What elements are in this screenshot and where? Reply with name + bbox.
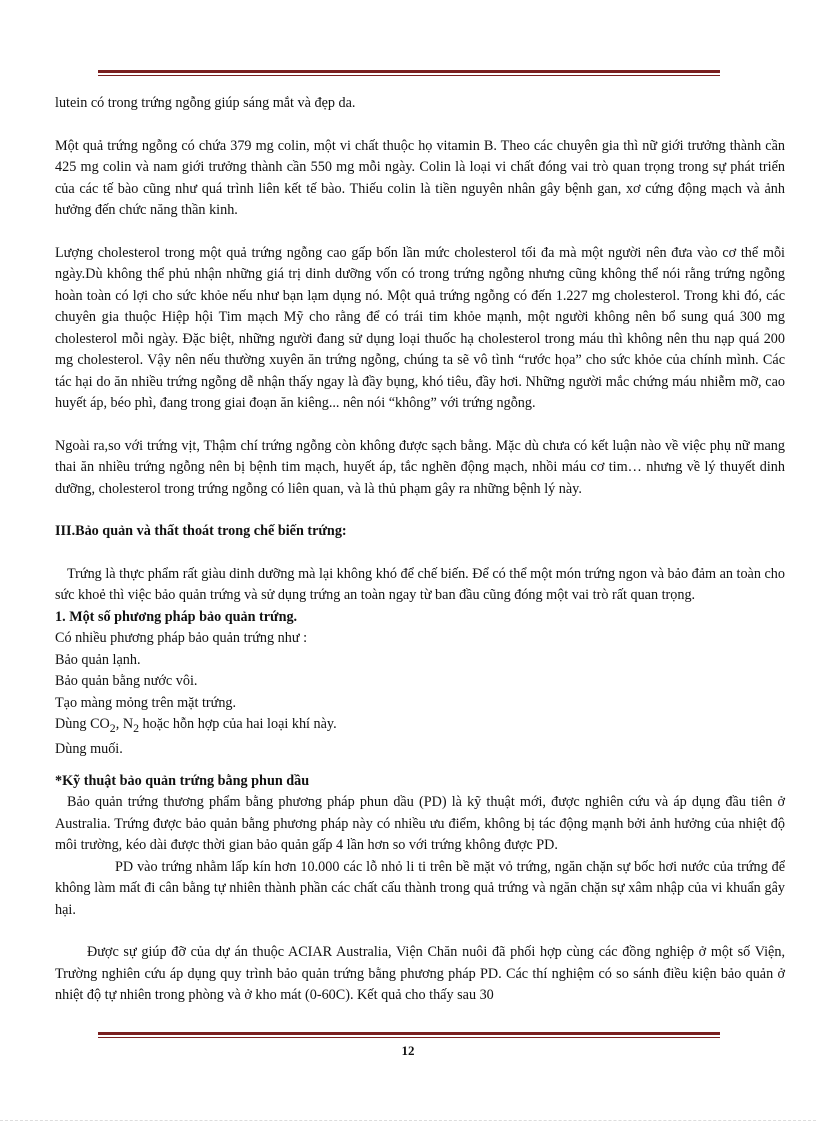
paragraph: PD vào trứng nhằm lấp kín hơn 10.000 các lỗ nhỏ li ti trên bề mặt vỏ trứng, ngăn chặn sự bốc hơi nước của trứng để không làm mất đi cân bằng tự nhiên thành phần các chất cấu thành trong quả trứng và ngăn chặn sự xâm nhập của vi khuẩn gây hại.: [55, 858, 785, 918]
list-intro: Có nhiều phương pháp bảo quản trứng như :: [55, 630, 308, 646]
paragraph: Bảo quản trứng thương phẩm bằng phương pháp phun dầu (PD) là kỹ thuật mới, được nghiên cứu và áp dụng đầu tiên ở Australia. Trứng được bảo quản bằng phương pháp này có nhiều ưu điểm, không bị tác động mạnh bởi ảnh hưởng của nhiệt độ môi trường, kéo dài được thời gian bảo quản gấp 4 lần hơn so với trứng không được PD.: [55, 794, 785, 854]
footer-rule: [98, 1032, 720, 1038]
paragraph: Ngoài ra,so với trứng vịt, Thậm chí trứng ngỗng còn không được sạch bằng. Mặc dù chưa có kết luận nào về việc phụ nữ mang thai ăn nhiều trứng ngỗng nên bị bệnh tim mạch, huyết áp, tắc nghẽn động mạch, nhồi máu cơ tim… nhưng về lý thuyết dinh dưỡng, cholesterol trong trứng ngỗng có liên quan, và là thủ phạm gây ra những bệnh lý này.: [55, 437, 785, 497]
page-number: 12: [401, 1043, 415, 1058]
method-list: [55, 628, 785, 761]
list-item: Dùng muối.: [55, 741, 123, 758]
paragraph: Lượng cholesterol trong một quả trứng ngỗng cao gấp bốn lần mức cholesterol tối đa mà một người nên đưa vào cơ thể mỗi ngày.Dù không thể phủ nhận những giá trị dinh dưỡng vốn có trong trứng ngỗng nhưng cũng không thể nói rằng trứng ngỗng hoàn toàn có lợi cho sức khỏe nếu như bạn lạm dụng nó. Một quả trứng ngỗng có đến 1.227 mg cholesterol. Trong khi đó, các chuyên gia thuộc Hiệp hội Tim mạch Mỹ cho rằng để có trái tim khỏe mạnh, một người không nên bổ sung quá 300 mg cholesterol mỗi ngày. Đặc biệt, những người đang sử dụng loại thuốc hạ cholesterol trong máu thì không nên thu nạp quá 200 mg cholesterol. Vậy nên nếu thường xuyên ăn trứng ngỗng, chúng ta sẽ vô tình “rước họa” cho sức khỏe của chính mình. Các tác hại do ăn nhiều trứng ngỗng dễ nhận thấy ngay là đầy bụng, khó tiêu, đầy hơi. Những người mắc chứng máu nhiễm mỡ, cao huyết áp, béo phì, đang trong giai đoạn ăn kiêng... nên nói “không” với trứng ngỗng.: [55, 244, 785, 411]
section-heading: III.Bảo quản và thất thoát trong chế biến trứng:: [55, 523, 347, 539]
list-item: Bảo quản bằng nước vôi.: [55, 673, 198, 689]
page-break-line: [0, 1120, 816, 1121]
subsection-heading: *Kỹ thuật bảo quản trứng bằng phun dầu: [55, 772, 310, 789]
paragraph: Được sự giúp đỡ của dự án thuộc ACIAR Australia, Viện Chăn nuôi đã phối hợp cùng các đồng nghiệp ở một số Viện, Trường nghiên cứu áp dụng quy trình bảo quản trứng bằng phương pháp PD. Các thí nghiệm có so sánh điều kiện bảo quản ở nhiệt độ tự nhiên trong phòng và ở kho mát (0-60C). Kết quả cho thấy sau 30: [55, 944, 785, 1004]
subsection-heading: 1. Một số phương pháp bảo quản trứng.: [55, 608, 298, 625]
paragraph: Một quả trứng ngỗng có chứa 379 mg colin, một vi chất thuộc họ vitamin B. Theo các chuyên gia thì nữ giới trưởng thành cần 425 mg colin và nam giới trưởng thành cần 550 mg mỗi ngày. Colin là loại vi chất đóng vai trò quan trọng trong sự phát triển của các tế bào cũng như quá trình liên kết tế bào. Thiếu colin là tiền nguyên nhân gây bệnh gan, xơ cứng động mạch và ảnh hưởng đến chức năng thần kinh.: [55, 137, 785, 218]
paragraph: Trứng là thực phẩm rất giàu dinh dưỡng mà lại không khó để chế biến. Để có thể một món trứng ngon và bảo đảm an toàn cho sức khoẻ thì việc bảo quản trứng và sử dụng trứng an toàn ngay từ ban đầu cũng đóng một vai trò rất quan trọng.: [55, 565, 785, 603]
paragraph: lutein có trong trứng ngỗng giúp sáng mắt và đẹp da.: [55, 95, 356, 111]
list-item: Dùng $CO_2$, $N_2$ hoặc hỗn hợp của hai loại khí này.: [55, 716, 337, 735]
page-content: [55, 93, 785, 1007]
list-item: Tạo màng mỏng trên mặt trứng.: [55, 694, 237, 711]
header-rule: [98, 70, 720, 76]
list-item: Bảo quản lạnh.: [55, 651, 141, 668]
